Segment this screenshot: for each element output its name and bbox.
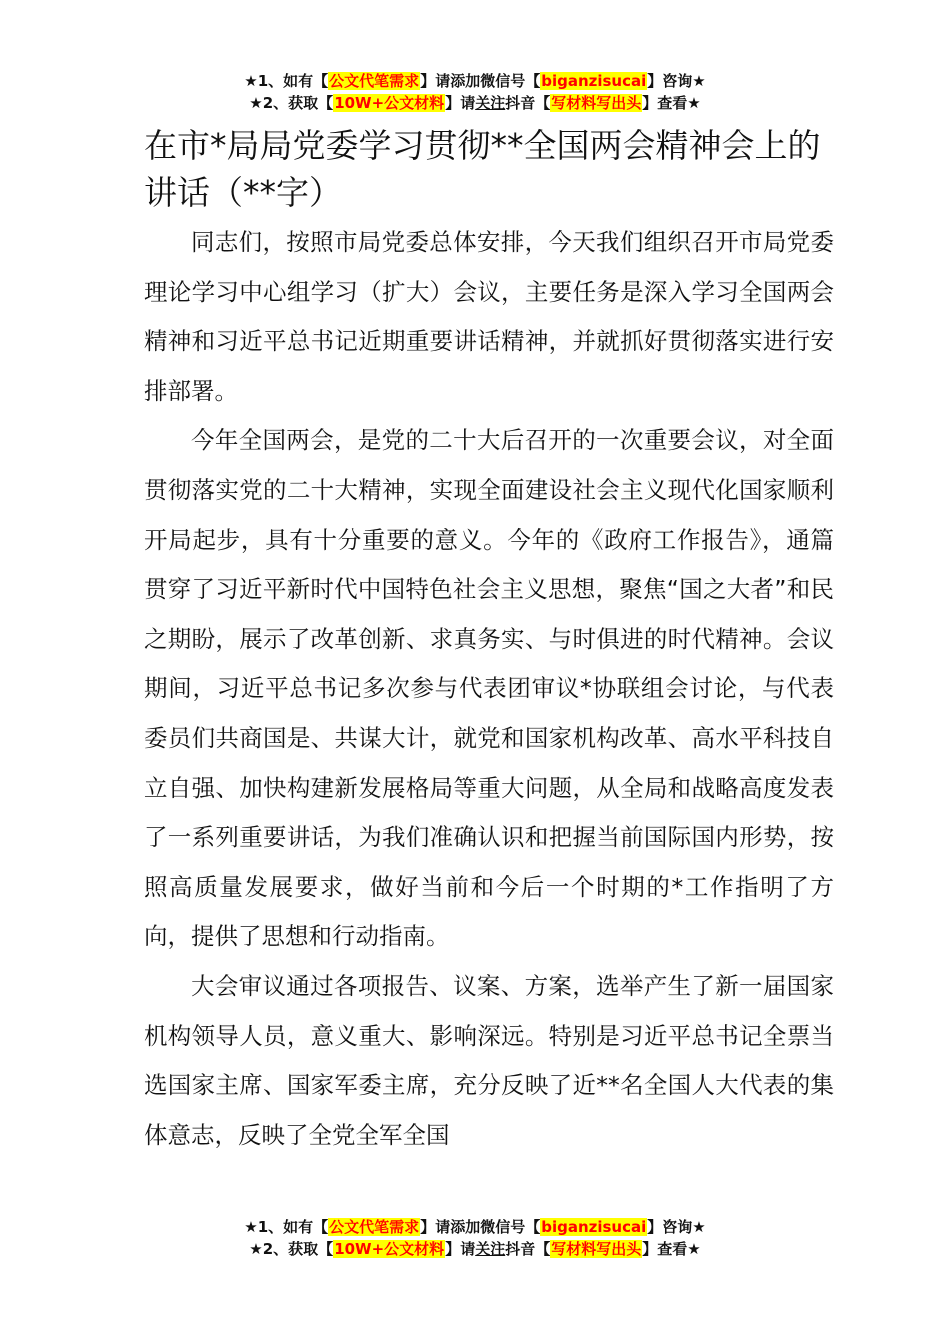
banner-text: 】咨询★	[647, 1218, 706, 1236]
banner-text: 抖音【	[505, 94, 551, 112]
banner-underlined-text: 关注	[475, 94, 506, 112]
paragraph-2: 今年全国两会，是党的二十大后召开的一次重要会议，对全面贯彻落实党的二十大精神，实现全面建设社会主义现代化国家顺利开局起步，具有十分重要的意义。今年的《政府工作报告》，通篇贯穿了习近平新时代中国特色社会主义思想，聚焦“国之大者”和民之期盼，展示了改革创新、求真务实、与时俱进的时代精神。会议期间，习近平总书记多次参与代表团审议*协联组会讨论，与代表委员们共商国是、共谋大计，就党和国家机构改革、高水平科技自立自强、加快构建新发展格局等重大问题，从全局和战略高度发表了一系列重要讲话，为我们准确认识和把握当前国际国内形势，按照高质量发展要求，做好当前和今后一个时期的*工作指明了方向，提供了思想和行动指南。	[144, 426, 834, 951]
banner-line-2	[0, 1238, 950, 1260]
banner-text: 】请	[445, 94, 476, 112]
banner-highlight-wechat-id: biganzisucai	[541, 1218, 647, 1236]
banner-text: ★2、获取【	[249, 94, 334, 112]
top-banner	[0, 70, 950, 114]
banner-text: 】请添加微信号【	[420, 72, 541, 90]
banner-text: ★1、如有【	[244, 1218, 329, 1236]
bottom-banner	[0, 1216, 950, 1260]
banner-highlight: 公文代笔需求	[329, 72, 420, 90]
banner-line-1	[0, 1216, 950, 1238]
paragraph-1: 同志们，按照市局党委总体安排，今天我们组织召开市局党委理论学习中心组学习（扩大）会议，主要任务是深入学习全国两会精神和习近平总书记近期重要讲话精神，并就抓好贯彻落实进行安排部署。	[144, 228, 834, 405]
banner-text: ★1、如有【	[244, 72, 329, 90]
paragraph-3: 大会审议通过各项报告、议案、方案，选举产生了新一届国家机构领导人员，意义重大、影响深远。特别是习近平总书记全票当选国家主席、国家军委主席，充分反映了近**名全国人大代表的集体意志，反映了全党全军全国	[144, 971, 834, 1149]
banner-underlined-text: 关注	[475, 1240, 506, 1258]
banner-text: 】请	[445, 1240, 476, 1258]
banner-highlight: 公文代笔需求	[329, 1218, 420, 1236]
banner-highlight-wechat-id: biganzisucai	[541, 72, 647, 90]
document-title: 在市*局局党委学习贯彻**全国两会精神会上的讲话（**字）	[144, 126, 821, 212]
banner-line-2	[0, 92, 950, 114]
banner-highlight: 10W+公文材料	[334, 94, 445, 112]
banner-highlight: 10W+公文材料	[334, 1240, 445, 1258]
banner-highlight-douyin: 写材料写出头	[551, 1240, 642, 1258]
document-body	[144, 122, 834, 1160]
banner-text: 】查看★	[642, 1240, 701, 1258]
banner-text: 抖音【	[505, 1240, 551, 1258]
banner-line-1	[0, 70, 950, 92]
banner-text: ★2、获取【	[249, 1240, 334, 1258]
banner-text: 】查看★	[642, 94, 701, 112]
banner-text: 】请添加微信号【	[420, 1218, 541, 1236]
banner-text: 】咨询★	[647, 72, 706, 90]
banner-highlight-douyin: 写材料写出头	[551, 94, 642, 112]
